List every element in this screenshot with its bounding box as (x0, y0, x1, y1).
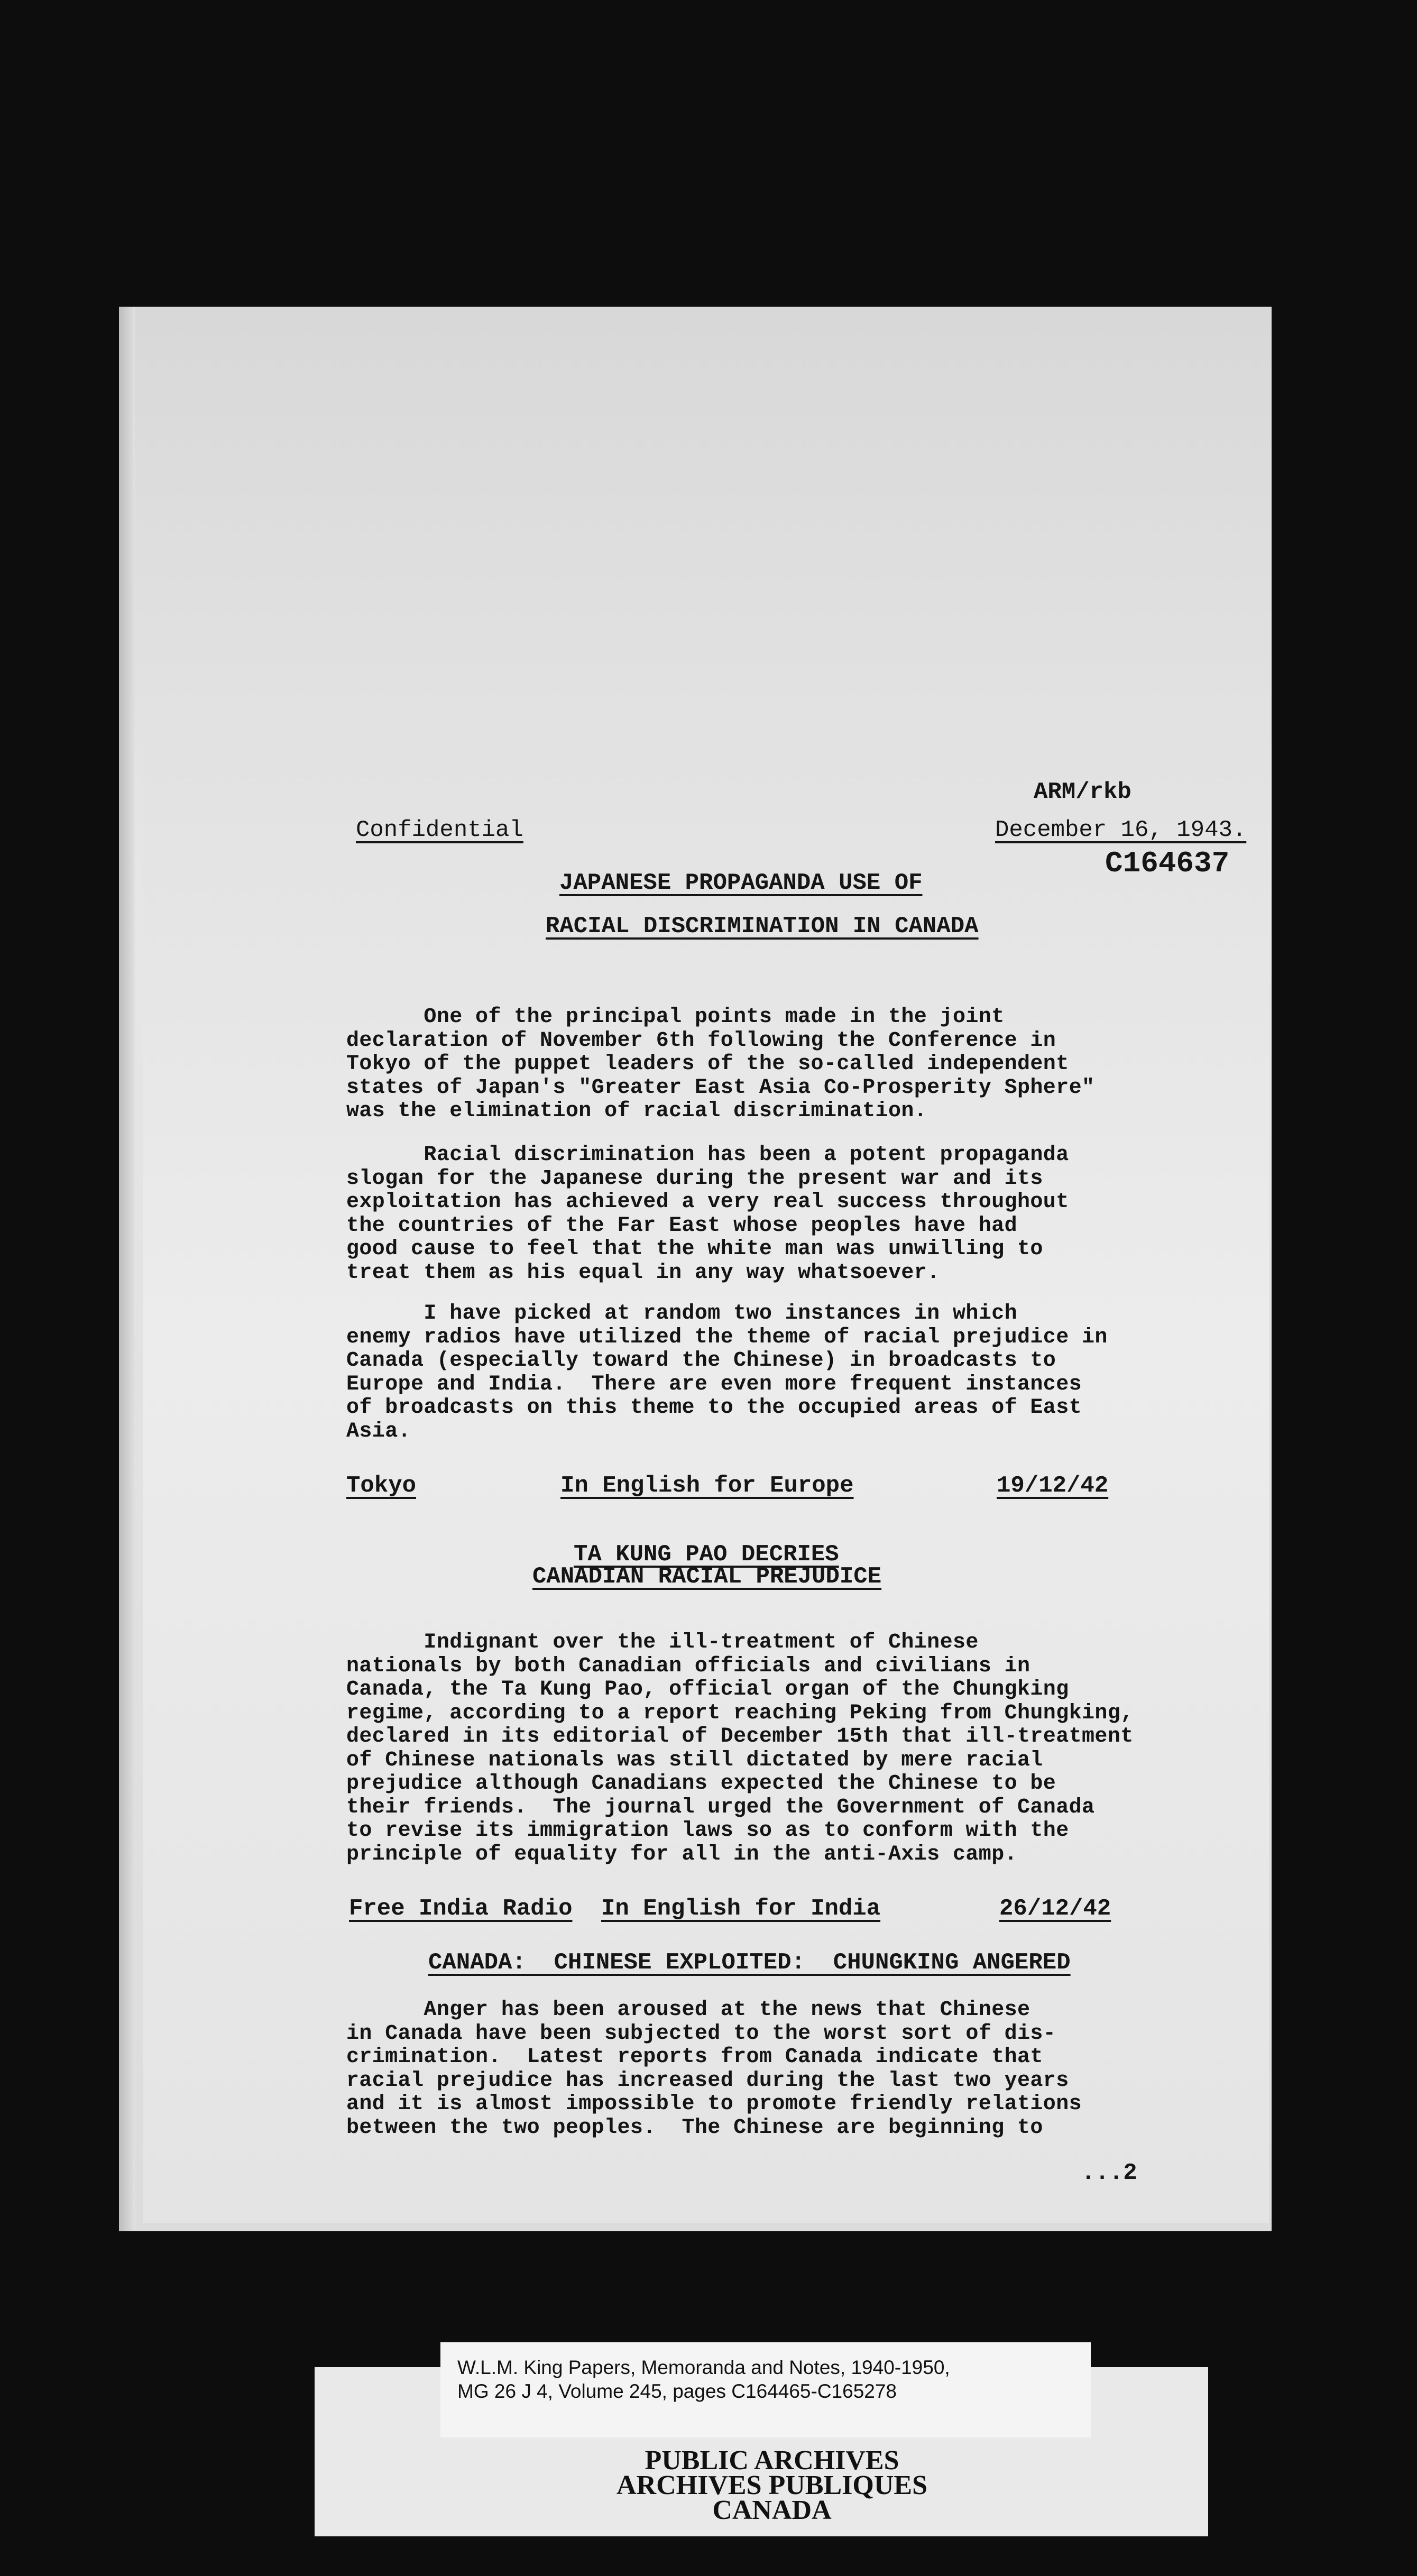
text-line: exploitation has achieved a very real success throughout (346, 1190, 1069, 1214)
text-line: I have picked at random two instances in which (346, 1302, 1018, 1326)
broadcast-1-source: Tokyo (346, 1473, 417, 1499)
stamp-line-2: ARCHIVES PUBLIQUES (616, 2470, 928, 2500)
broadcast-2-language: In English for India (601, 1896, 881, 1922)
broadcast-1-date: 19/12/42 (997, 1473, 1109, 1499)
broadcast-1-body (346, 1631, 1235, 1866)
text-line: of Chinese nationals was still dictated by mere racial (346, 1748, 1043, 1772)
text-line: Racial discrimination has been a potent propaganda (346, 1143, 1069, 1167)
text-line: principle of equality for all in the anti-Axis camp. (346, 1842, 1018, 1866)
text-line: in Canada have been subjected to the worst sort of dis- (346, 2021, 1056, 2046)
text-line: slogan for the Japanese during the present war and its (346, 1166, 1043, 1191)
text-line: Europe and India. There are even more frequent instances (346, 1372, 1082, 1396)
document-date: December 16, 1943. (995, 817, 1247, 843)
text-line: Tokyo of the puppet leaders of the so-called independent (346, 1052, 1069, 1076)
text-line: Asia. (346, 1419, 411, 1443)
text-line: declared in its editorial of December 15th that ill-treatment (346, 1725, 1134, 1749)
archive-label-line-1: W.L.M. King Papers, Memoranda and Notes, 1940-1950, (457, 2357, 950, 2378)
back-page-edge (119, 307, 135, 2231)
title-line-1: JAPANESE PROPAGANDA USE OF (559, 870, 923, 896)
text-line: enemy radios have utilized the theme of racial prejudice in (346, 1325, 1108, 1349)
text-line: crimination. Latest reports from Canada indicate that (346, 2045, 1043, 2069)
broadcast-2-headline: CANADA: CHINESE EXPLOITED: CHUNGKING ANGERED (428, 1949, 1071, 1976)
public-archives-stamp (529, 2445, 1015, 2525)
broadcast-1-language: In English for Europe (560, 1473, 854, 1499)
text-line: good cause to feel that the white man was unwilling to (346, 1237, 1043, 1261)
text-line: regime, according to a report reaching Peking from Chungking, (346, 1701, 1134, 1725)
text-line: treat them as his equal in any way whatsoever. (346, 1261, 940, 1285)
text-line: their friends. The journal urged the Government of Canada (346, 1795, 1095, 1819)
text-line: Canada, the Ta Kung Pao, official organ of the Chungking (346, 1678, 1069, 1701)
text-line: between the two peoples. The Chinese are beginning to (346, 2115, 1043, 2140)
text-line: the countries of the Far East whose peoples have had (346, 1213, 1018, 1238)
text-line: to revise its immigration laws so as to conform with the (346, 1819, 1069, 1843)
archive-label (457, 2356, 950, 2403)
text-line: Indignant over the ill-treatment of Chinese (346, 1631, 979, 1654)
reference-initials: ARM/rkb (1034, 779, 1131, 805)
text-line: was the elimination of racial discrimination. (346, 1099, 927, 1123)
broadcast-1-headline-2: CANADIAN RACIAL PREJUDICE (532, 1563, 882, 1590)
archive-label-line-2: MG 26 J 4, Volume 245, pages C164465-C165278 (457, 2380, 897, 2402)
paragraph-3 (346, 1302, 1235, 1443)
text-line: Canada (especially toward the Chinese) in broadcasts to (346, 1349, 1056, 1373)
paragraph-1 (346, 1006, 1235, 1124)
text-line: and it is almost impossible to promote friendly relations (346, 2092, 1082, 2116)
broadcast-2-date: 26/12/42 (999, 1896, 1111, 1922)
paragraph-2 (346, 1144, 1235, 1285)
broadcast-2-body (346, 1999, 1235, 2140)
text-line: of broadcasts on this theme to the occupied areas of East (346, 1396, 1082, 1420)
text-line: One of the principal points made in the joint (346, 1005, 1005, 1029)
broadcast-2-source: Free India Radio (349, 1896, 573, 1922)
classification-label: Confidential (356, 817, 523, 843)
continuation-marker: ...2 (1081, 2160, 1137, 2186)
title-line-2: RACIAL DISCRIMINATION IN CANADA (546, 913, 979, 940)
text-line: states of Japan's "Greater East Asia Co-Prosperity Sphere" (346, 1075, 1095, 1100)
document-page (143, 743, 1269, 2223)
text-line: racial prejudice has increased during the last two years (346, 2068, 1069, 2093)
stamp-line-1: PUBLIC ARCHIVES (645, 2445, 899, 2476)
text-line: nationals by both Canadian officials and civilians in (346, 1654, 1030, 1678)
archive-number: C164637 (1105, 847, 1230, 880)
broadcast-1-headline-1: TA KUNG PAO DECRIES (574, 1541, 839, 1568)
text-line: Anger has been aroused at the news that Chinese (346, 1998, 1030, 2022)
stamp-line-3: CANADA (712, 2495, 832, 2525)
text-line: declaration of November 6th following the Conference in (346, 1028, 1056, 1053)
text-line: prejudice although Canadians expected the Chinese to be (346, 1772, 1056, 1796)
